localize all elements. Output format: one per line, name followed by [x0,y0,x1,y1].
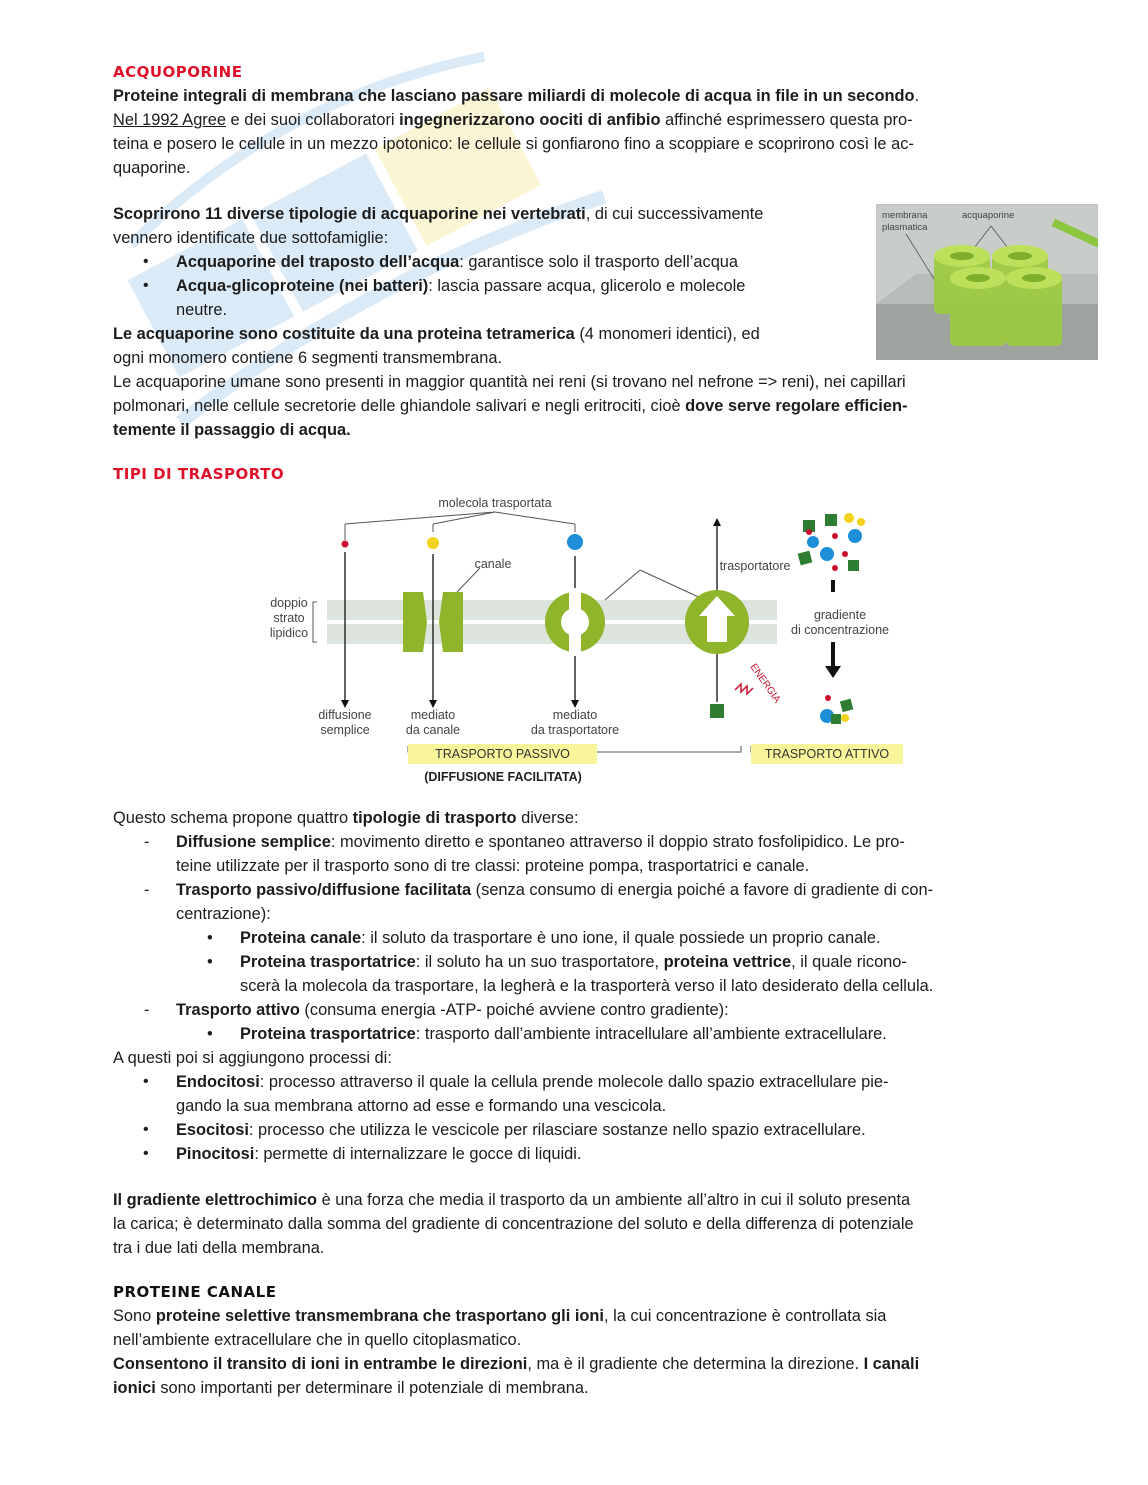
small-molecule-icon [342,541,349,548]
gradient-molecules-bottom [820,695,853,724]
large-molecule-icon [567,534,583,550]
paragraph-proteine-canale: Sono proteine selettive transmembrana che trasportano gli ioni, la cui concentrazione è controllata sia nell’ambiente extracellulare che in quello citoplasmatico. [113,1307,887,1349]
square-molecule-icon [710,704,724,718]
paragraph-definition: Proteine integrali di membrana che lasciano passare miliardi di molecole di acqua in file in un secondo. [113,87,920,105]
ion-icon [427,537,439,549]
label-trasportatore: trasportatore [719,559,791,573]
paragraph-vertebrati: Scoprirono 11 diverse tipologie di acquaporine nei vertebrati, di cui successivamente vennero identificate due sottofamiglie: [113,205,764,247]
label-membrane-2: plasmatica [882,222,928,233]
list-item: - Trasporto attivo (consuma energia -ATP- poiché avviene contro gradiente): [113,998,1038,1022]
paragraph-processi: A questi poi si aggiungono processi di: [113,1049,392,1067]
transport-diagram [265,492,895,794]
gradient-molecules-top [798,513,865,571]
band-trasporto-attivo: TRASPORTO ATTIVO [751,744,903,764]
processes-list [113,1070,1038,1166]
transport-types-list [113,830,1038,1046]
label-aquaporins: acquaporine [962,210,1015,221]
list-item: • Acquaporine del traposto dell’acqua: garantisce solo il trasporto dell’acqua [113,250,1038,274]
paragraph-tetramerica: Le acquaporine sono costituite da una proteina tetramerica (4 monomeri identici), ed ogni monomero contiene 6 segmenti transmembrana. [113,325,760,367]
label-bilayer: doppio strato lipidico [269,596,309,640]
subfamily-list [113,250,1038,322]
label-canale: canale [474,557,512,571]
list-item: • Proteina canale: il soluto da trasportare è uno ione, il quale possiede un proprio canale. [113,926,1038,950]
label-gradiente: gradiente di concentrazione [791,608,889,637]
list-item: • Pinocitosi: permette di internalizzare le gocce di liquidi. [113,1142,1038,1166]
label-mediato-trasportatore: mediato da trasportatore [530,708,620,737]
label-membrane-1: membrana [882,210,928,221]
list-item: • Esocitosi: processo che utilizza le vescicole per rilasciare sostanze nello spazio extracellulare. [113,1118,1038,1142]
list-item: - Diffusione semplice: movimento diretto e spontaneo attraverso il doppio strato fosfolipidico. Le pro- teine utilizzate per il trasporto sono di tre classi: proteine pompa, trasportatrici e canale. [113,830,1038,878]
list-item: - Trasporto passivo/diffusione facilitata (senza consumo di energia poiché a favore di gradiente di con- centrazione): [113,878,1038,926]
heading-acquaporine: ACQUOPORINE [113,63,243,81]
paragraph-schema: Questo schema propone quattro tipologie di trasporto diverse: [113,809,579,827]
paragraph-umane: Le acquaporine umane sono presenti in maggior quantità nei reni (si trovano nel nefrone => reni), nei capillari polmonari, nelle cellule secretorie delle ghiandole salivari e negli eritrociti, cioè dove serve regolare efficien- temente il passaggio di acqua. [113,373,908,439]
label-mediato-canale: mediato da canale [405,708,461,737]
heading-tipi-trasporto: TIPI DI TRASPORTO [113,465,285,483]
label-molecola-trasportata: molecola trasportata [438,496,552,510]
paragraph-gradiente: Il gradiente elettrochimico è una forza che media il trasporto da un ambiente all’altro in cui il soluto presenta la carica; è determinato dalla somma del gradiente di concentrazione del soluto e della differenza di potenziale tra i due lati della membrana. [113,1191,914,1257]
label-diffusione-facilitata: (DIFFUSIONE FACILITATA) [424,770,582,784]
label-energia: ENERGIA [747,661,783,706]
list-item: • Proteina trasportatrice: il soluto ha un suo trasportatore, proteina vettrice, il quale ricono- scerà la molecola da trasportare, la legherà e la trasporterà verso il lato desiderato della cellula. [113,950,1038,998]
document-page [113,60,1038,1400]
label-diffusione-semplice: diffusione semplice [318,708,372,737]
list-item: • Endocitosi: processo attraverso il quale la cellula prende molecole dallo spazio extracellulare pie- gando la sua membrana attorno ad esse e formando una vescicola. [113,1070,1038,1118]
paragraph-agree: Nel 1992 Agree e dei suoi collaboratori ingegnerizzarono oociti di anfibio affinché esprimessero questa pro- teina e posero le cellule in un mezzo ipotonico: le cellule si gonfiarono fino a scoppiare e scoprirono così le ac- quaporine. [113,111,914,177]
band-trasporto-passivo: TRASPORTO PASSIVO [408,744,597,764]
list-item: • Acqua-glicoproteine (nei batteri): lascia passare acqua, glicerolo e molecole neutre. [113,274,1038,322]
paragraph-direzioni: Consentono il transito di ioni in entrambe le direzioni, ma è il gradiente che determina la direzione. I canali ionici sono importanti per determinare il potenziale di membrana. [113,1355,920,1397]
heading-proteine-canale: PROTEINE CANALE [113,1283,277,1301]
list-item: • Proteina trasportatrice: trasporto dall’ambiente intracellulare all’ambiente extracellulare. [113,1022,1038,1046]
